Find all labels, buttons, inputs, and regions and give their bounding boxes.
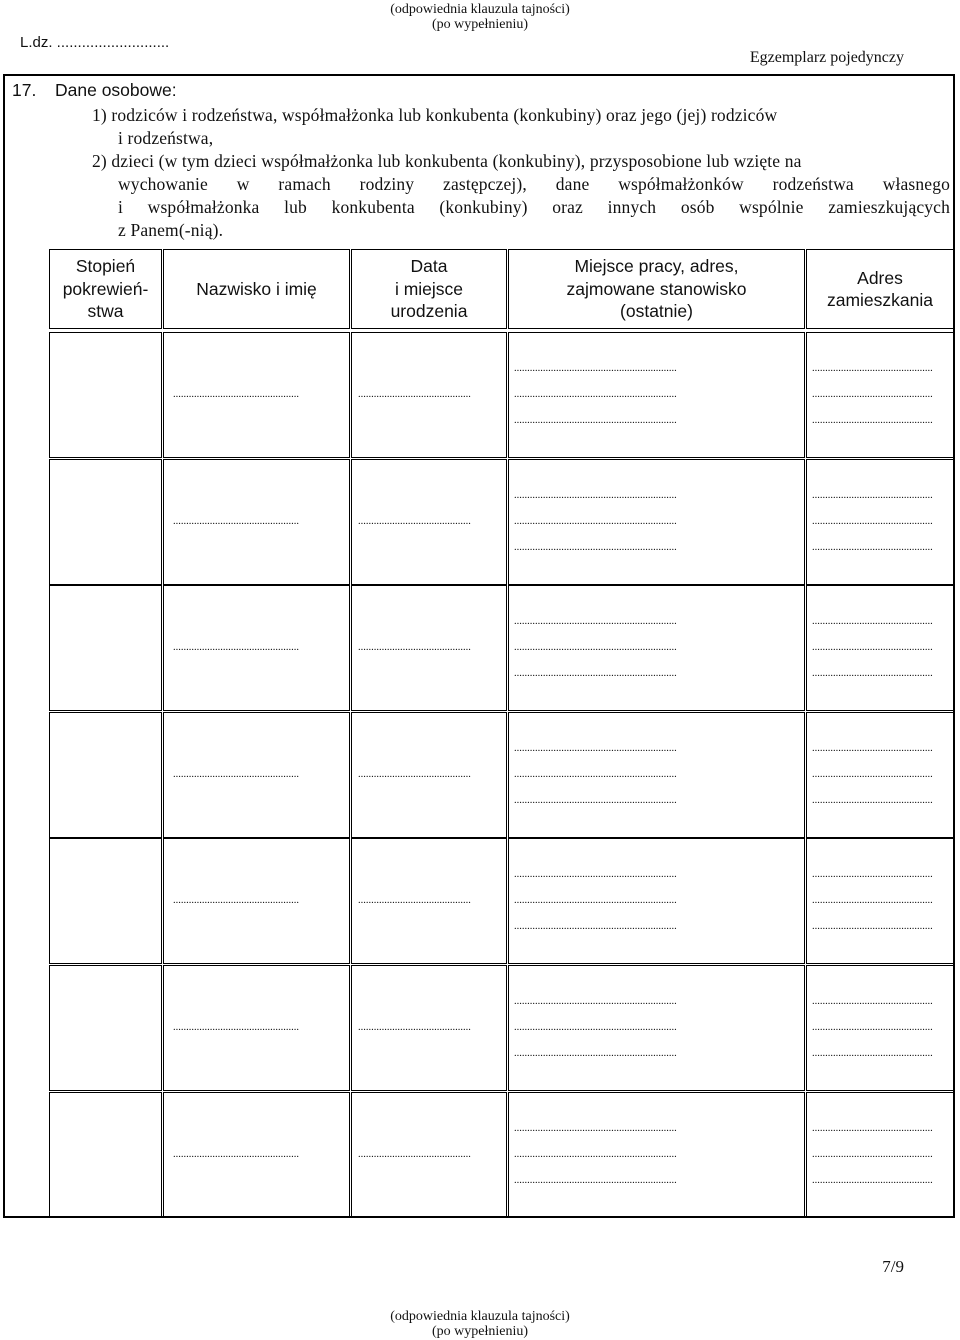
workplace-fill-line[interactable]: .............................................................. <box>514 490 677 501</box>
address-fill-line[interactable]: .............................................. <box>812 1048 933 1059</box>
address-fill-line[interactable]: .............................................. <box>812 616 933 627</box>
workplace-fill-line[interactable]: .............................................................. <box>514 1149 677 1160</box>
workplace-fill-line[interactable]: .............................................................. <box>514 795 677 806</box>
address-fill-line[interactable]: .............................................. <box>812 895 933 906</box>
workplace-fill-line[interactable]: .............................................................. <box>514 1048 677 1059</box>
address-fill-line[interactable]: .............................................. <box>812 363 933 374</box>
intro-item-1 <box>92 104 952 150</box>
classification-clause-top <box>0 2 960 32</box>
page-number: 7/9 <box>882 1257 904 1276</box>
workplace-fill-line[interactable]: .............................................................. <box>514 542 677 553</box>
classification-clause-line2: (po wypełnieniu) <box>431 17 529 32</box>
birth-fill-line[interactable]: ........................................... <box>358 389 471 400</box>
workplace-fill-line[interactable]: .............................................................. <box>514 769 677 780</box>
column-header-birth-line3: urodzenia <box>390 301 468 322</box>
name-fill-line[interactable]: ................................................ <box>173 642 299 653</box>
name-fill-line[interactable]: ................................................ <box>173 516 299 527</box>
column-header-address <box>806 249 953 329</box>
address-fill-line[interactable]: .............................................. <box>812 1175 933 1186</box>
workplace-fill-line[interactable]: .............................................................. <box>514 642 677 653</box>
workplace-fill-line[interactable]: .............................................................. <box>514 895 677 906</box>
classification-clause-line1: (odpowiednia klauzula tajności) <box>390 2 570 17</box>
address-fill-line[interactable]: .............................................. <box>812 1123 933 1134</box>
column-header-workplace-line2: zajmowane stanowisko <box>566 278 747 299</box>
section-title: Dane osobowe: <box>55 80 177 100</box>
reference-number-label: L.dz. ........................... <box>20 34 170 51</box>
address-fill-line[interactable]: .............................................. <box>812 769 933 780</box>
column-header-birth <box>351 249 507 329</box>
address-fill-line[interactable]: .............................................. <box>812 516 933 527</box>
address-fill-line[interactable]: .............................................. <box>812 996 933 1007</box>
table-cell-relationship[interactable] <box>49 1092 162 1218</box>
intro-item-2-line2: wychowanie w ramach rodziny zastępczej), dane współmałżonków rodzeństwa własnego <box>118 174 950 194</box>
address-fill-line[interactable]: .............................................. <box>812 795 933 806</box>
column-header-workplace-line1: Miejsce pracy, adres, <box>574 256 739 277</box>
workplace-fill-line[interactable]: .............................................................. <box>514 921 677 932</box>
intro-item-2-line1: 2) dzieci (w tym dzieci współmałżonka lub konkubenta (konkubiny), przysposobione lub wzięte na <box>92 151 802 171</box>
column-header-workplace-line3: (ostatnie) <box>620 301 693 322</box>
workplace-fill-line[interactable]: .............................................................. <box>514 1123 677 1134</box>
classification-clause-bottom-line1: (odpowiednia klauzula tajności) <box>390 1309 570 1324</box>
workplace-fill-line[interactable]: .............................................................. <box>514 1022 677 1033</box>
name-fill-line[interactable]: ................................................ <box>173 1022 299 1033</box>
column-header-name <box>163 249 350 329</box>
address-fill-line[interactable]: .............................................. <box>812 921 933 932</box>
address-fill-line[interactable]: .............................................. <box>812 869 933 880</box>
column-header-name-text: Nazwisko i imię <box>196 278 317 299</box>
workplace-fill-line[interactable]: .............................................................. <box>514 363 677 374</box>
name-fill-line[interactable]: ................................................ <box>173 389 299 400</box>
table-cell-relationship[interactable] <box>49 838 162 964</box>
name-fill-line[interactable]: ................................................ <box>173 769 299 780</box>
column-header-relationship-line2: pokrewień- <box>62 278 149 299</box>
column-header-relationship <box>49 249 162 329</box>
workplace-fill-line[interactable]: .............................................................. <box>514 668 677 679</box>
intro-item-2-line4: z Panem(-nią). <box>118 220 224 240</box>
table-cell-relationship[interactable] <box>49 332 162 458</box>
intro-item-1-line1: 1) rodziców i rodzeństwa, współmałżonka lub konkubenta (konkubiny) oraz jego (jej) rodziców <box>92 105 778 125</box>
birth-fill-line[interactable]: ........................................... <box>358 516 471 527</box>
table-cell-relationship[interactable] <box>49 712 162 838</box>
address-fill-line[interactable]: .............................................. <box>812 743 933 754</box>
address-fill-line[interactable]: .............................................. <box>812 389 933 400</box>
birth-fill-line[interactable]: ........................................... <box>358 769 471 780</box>
column-header-birth-line1: Data <box>410 256 448 277</box>
address-fill-line[interactable]: .............................................. <box>812 1149 933 1160</box>
workplace-fill-line[interactable]: .............................................................. <box>514 389 677 400</box>
birth-fill-line[interactable]: ........................................... <box>358 895 471 906</box>
birth-fill-line[interactable]: ........................................... <box>358 1149 471 1160</box>
address-fill-line[interactable]: .............................................. <box>812 642 933 653</box>
intro-item-1-line2: i rodzeństwa, <box>118 128 214 148</box>
column-header-workplace <box>508 249 805 329</box>
workplace-fill-line[interactable]: .............................................................. <box>514 415 677 426</box>
section-number: 17. <box>12 80 37 100</box>
column-header-relationship-line1: Stopień <box>75 256 136 277</box>
name-fill-line[interactable]: ................................................ <box>173 895 299 906</box>
workplace-fill-line[interactable]: .............................................................. <box>514 516 677 527</box>
column-header-address-line1: Adres <box>857 267 903 288</box>
address-fill-line[interactable]: .............................................. <box>812 1022 933 1033</box>
table-cell-relationship[interactable] <box>49 965 162 1091</box>
workplace-fill-line[interactable]: .............................................................. <box>514 996 677 1007</box>
birth-fill-line[interactable]: ........................................... <box>358 642 471 653</box>
table-cell-relationship[interactable] <box>49 585 162 711</box>
table-cell-relationship[interactable] <box>49 459 162 585</box>
name-fill-line[interactable]: ................................................ <box>173 1149 299 1160</box>
address-fill-line[interactable]: .............................................. <box>812 415 933 426</box>
intro-item-2-line3: i współmałżonka lub konkubenta (konkubiny) oraz innych osób wspólnie zamieszkujących <box>118 197 950 217</box>
address-fill-line[interactable]: .............................................. <box>812 668 933 679</box>
address-fill-line[interactable]: .............................................. <box>812 490 933 501</box>
column-header-birth-line2: i miejsce <box>394 278 464 299</box>
column-header-address-line2: zamieszkania <box>826 290 934 310</box>
copy-label: Egzemplarz pojedynczy <box>749 49 904 66</box>
intro-item-2 <box>92 150 952 242</box>
classification-clause-bottom <box>0 1309 960 1339</box>
column-header-relationship-line3: stwa <box>87 301 124 322</box>
workplace-fill-line[interactable]: .............................................................. <box>514 1175 677 1186</box>
workplace-fill-line[interactable]: .............................................................. <box>514 616 677 627</box>
classification-clause-bottom-line2: (po wypełnieniu) <box>431 1324 529 1339</box>
workplace-fill-line[interactable]: .............................................................. <box>514 743 677 754</box>
address-fill-line[interactable]: .............................................. <box>812 542 933 553</box>
workplace-fill-line[interactable]: .............................................................. <box>514 869 677 880</box>
birth-fill-line[interactable]: ........................................... <box>358 1022 471 1033</box>
